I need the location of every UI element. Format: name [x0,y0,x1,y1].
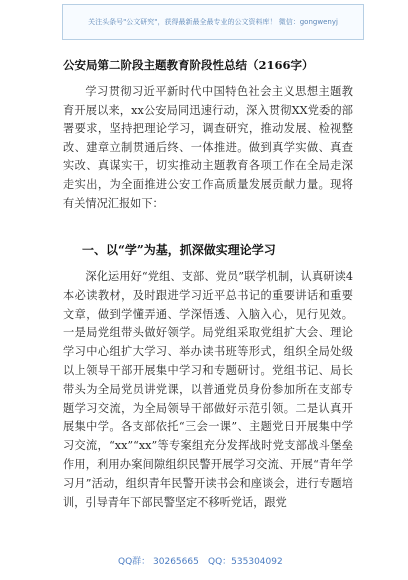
page-footer [0,550,408,574]
promo-banner: 关注头条号"公文研究"，获得最新最全最专业的公文资料库！ 微信：gongwenyj [62,4,364,40]
intro-paragraph: 学习贯彻习近平新时代中国特色社会主义思想主题教育开展以来，xx公安局同迅速行动，深入贯彻XX党委的部署要求，坚持把理论学习，调查研究，推动发展、检视整改、建章立制贯通后终、一体推进。做到真学实做、真查实改、真谋实干，切实推动主题教育各项工作在全局走深走实出，为全面推进公安工作高质量发展贡献力量。现将有关情况汇报如下： [63,85,353,210]
document-title: 公安局第二阶段主题教育阶段性总结（2166字） [63,58,314,72]
section-heading-1: 一、以“学”为基，抓深做实理论学习 [82,243,276,257]
intro-paragraph-block [63,83,353,213]
section-1-block [63,268,353,512]
section-1-paragraph: 深化运用好“党组、支部、党员”联学机制，认真研读4本必读教材，及时跟进学习近平总书记的重要讲话和重要文章，做到学懂弄通、学深悟透、入脑入心，见行见效。一是局党组带头做好领学。局党组采取党组扩大会、理论学习中心组扩大学习、举办读书班等形式，组织全局处级以上领导干部开展集中学习和专题研讨。党组书记、局长带头为全局党员讲党课，以普通党员身份参加所在支部专题学习交流，为全局领导干部做好示范引领。二是认真开展集中学。各支部依托“三会一课”、主题党日开展集中学习交流，“xx”“xx”等专案组充分发挥战时党支部战斗堡垒作用，利用办案间隙组织民警开展学习交流、开展“青年学习月”活动，组织青年民警开读书会和座谈会，进行专题培训，引导青年下部民警坚定不移听党话，跟党 [63,270,353,509]
footer-qq-group: QQ群： 30265665 [118,557,199,567]
footer-qq-contact: QQ：535304092 [208,557,283,567]
